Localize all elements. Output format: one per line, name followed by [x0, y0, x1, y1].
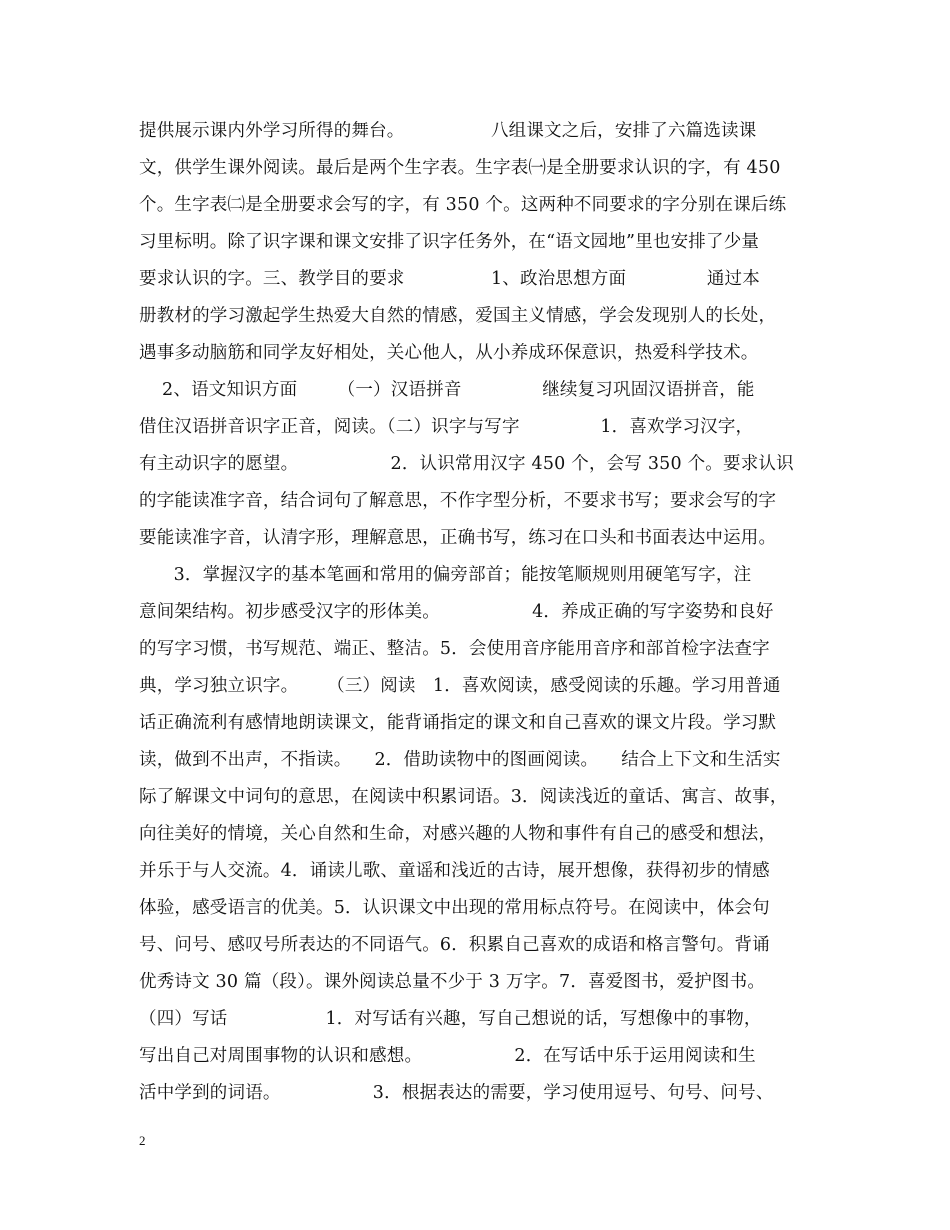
text-line: 际了解课文中词句的意思，在阅读中积累词语。3．阅读浅近的童话、寓言、故事， — [139, 787, 788, 807]
page-number: 2 — [139, 1133, 146, 1148]
text-line: 优秀诗文 30 篇（段）。课外阅读总量不少于 3 万字。7．喜爱图书，爱护图书。 — [139, 972, 766, 992]
text-line: 有主动识字的愿望。 2．认识常用汉字 450 个，会写 350 个。要求认识 — [139, 454, 794, 474]
text-line: 的字能读准字音，结合词句了解意思，不作字型分析，不要求书写；要求会写的字 — [139, 491, 777, 511]
text-line: 个。生字表㈡是全册要求会写的字，有 350 个。这两种不同要求的字分别在课后练 — [139, 195, 787, 215]
text-line: 体验，感受语言的优美。5．认识课文中出现的常用标点符号。在阅读中，体会句 — [139, 898, 770, 918]
text-line: 典，学习独立识字。 （三）阅读 1．喜欢阅读，感受阅读的乐趣。学习用普通 — [139, 676, 781, 696]
text-line: 3．掌握汉字的基本笔画和常用的偏旁部首；能按笔顺规则用硬笔写字，注 — [139, 565, 752, 585]
text-line: 2、语文知识方面 （一）汉语拼音 继续复习巩固汉语拼音，能 — [139, 380, 755, 400]
text-line: 借住汉语拼音识字正音，阅读。（二）识字与写字 1．喜欢学习汉字， — [139, 417, 754, 437]
text-line: 的写字习惯，书写规范、端正、整洁。5．会使用音序能用音序和部首检字法查字 — [139, 639, 770, 659]
text-line: 并乐于与人交流。4．诵读儿歌、童谣和浅近的古诗，展开想像，获得初步的情感 — [139, 861, 770, 881]
text-line: 文，供学生课外阅读。最后是两个生字表。生字表㈠是全册要求认识的字，有 450 — [139, 158, 781, 178]
text-line: 意间架结构。初步感受汉字的形体美。 4．养成正确的写字姿势和良好 — [139, 602, 774, 622]
text-line: 活中学到的词语。 3．根据表达的需要，学习使用逗号、句号、问号、 — [139, 1083, 774, 1103]
text-line: 册教材的学习激起学生热爱大自然的情感，爱国主义情感，学会发现别人的长处， — [139, 306, 777, 326]
text-line: 号、问号、感叹号所表达的不同语气。6．积累自己喜欢的成语和格言警句。背诵 — [139, 935, 770, 955]
text-line: 写出自己对周围事物的认识和感想。 2．在写话中乐于运用阅读和生 — [139, 1046, 756, 1066]
text-line: 话正确流利有感情地朗读课文，能背诵指定的课文和自己喜欢的课文片段。学习默 — [139, 713, 777, 733]
text-line: 要能读准字音，认清字形，理解意思，正确书写，练习在口头和书面表达中运用。 — [139, 528, 777, 548]
text-line: 习里标明。除了识字课和课文安排了识字任务外，在“语文园地”里也安排了少量 — [139, 232, 760, 252]
text-line: 向往美好的情境，关心自然和生命，对感兴趣的人物和事件有自己的感受和想法， — [139, 824, 777, 844]
text-line: 提供展示课内外学习所得的舞台。 八组课文之后，安排了六篇选读课 — [139, 121, 757, 141]
text-line: 要求认识的字。三、教学目的要求 1、政治思想方面 通过本 — [139, 269, 760, 289]
text-line: 遇事多动脑筋和同学友好相处，关心他人，从小养成环保意识，热爱科学技术。 — [139, 343, 759, 363]
text-line: 读，做到不出声，不指读。 2．借助读物中的图画阅读。 结合上下文和生活实 — [139, 750, 781, 770]
text-line: （四）写话 1．对写话有兴趣，写自己想说的话，写想像中的事物， — [139, 1009, 762, 1029]
body-text — [139, 113, 819, 1112]
